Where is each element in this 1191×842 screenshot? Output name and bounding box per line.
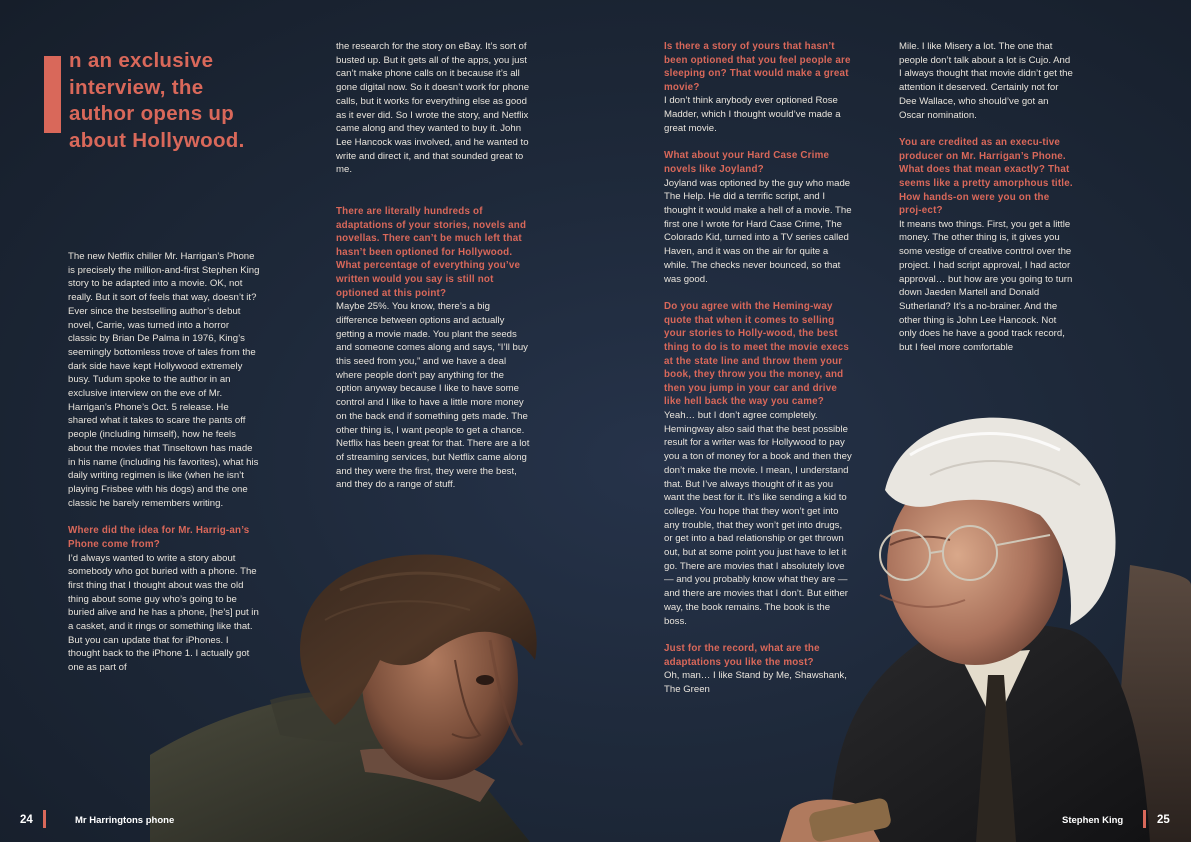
body-paragraph: Oh, man… I like Stand by Me, Shawshank, The Green [664, 670, 847, 696]
column-1 [68, 250, 260, 675]
paragraph-spacer [664, 628, 852, 642]
left-folio-bar [43, 810, 46, 828]
right-running-title: Stephen King [1062, 815, 1124, 826]
body-paragraph: Mile. I like Misery a lot. The one that people don’t talk about a lot is Cujo. And I always thought that movie didn’t get the attention it deserved. Certainly not for Dee Wallace, who should’ve got an Oscar nomination. [899, 41, 1073, 121]
body-paragraph: Maybe 25%. You know, there’s a big difference between options and actually getting a movie made. You plant the seeds and someone comes along and says, “I’ll buy this seed from you,” and we have a deal where people don’t pay anything for the option anyway because I like to have some control and I like to have a little more money on the back end if something gets made. The other thing is, I want people to get a chance. Netflix has been great for that. There are a lot of streaming services, but Netflix came along and they were the first, they were the best, and they do a range of stuff. [336, 301, 530, 491]
body-paragraph: It means two things. First, you get a little money. The other thing is, it gives you some vestige of creative control over the project. I had script approval, I had actor approval… but how are you going to turn down Jaeden Martell and Donald Sutherland? It’s a no-brainer. And the other thing is John Lee Hancock. Not only does he have a good track record, but I feel more comfortable [899, 218, 1073, 354]
column-3 [664, 40, 852, 697]
body-paragraph: Joyland was optioned by the guy who made The Help. He did a terrific script, and I thought it would make a hell of a movie. The first one I wrote for Hard Case Crime, The Colorado Kid, turned into a TV series called Haven, and it was on the air for quite a while. The checks never bounced, so that was good. [664, 177, 852, 285]
interview-question: Where did the idea for Mr. Harrig-an’s Phone come from? [68, 525, 250, 550]
body-paragraph: The new Netflix chiller Mr. Harrigan’s Phone is precisely the million-and-first Stephen King story to be adapted into a movie. OK, not really. But it sort of feels that way, doesn’t it? Ever since the bestselling author’s debut novel, Carrie, was turned into a horror classic by Brian De Palma in 1976, King’s seemingly bottomless trove of tales from the dark side have kept Hollywood extremely busy. Tudum spoke to the author in an exclusive interview on the eve of Mr. Harrigan’s Phone’s Oct. 5 release. He shared what it takes to scare the pants off people (including himself), how he feels about the movies that Tinseltown has made in his name (including his favorites), what his daily writing regimen is like (when he isn’t playing Frisbee with his dogs) and the one classic he barely remembers writing. [68, 251, 260, 509]
left-running-title: Mr Harringtons phone [75, 815, 175, 826]
interview-question: Do you agree with the Heming-way quote that when it comes to selling your stories to Holly-wood, the best thing to do is to meet the movie execs at the state line and throw them your book, they throw you the money, and then you jump in your car and drive like hell back the way you came? [664, 301, 850, 408]
paragraph-spacer [899, 122, 1075, 136]
interview-question: Just for the record, what are the adaptations you like the most? [664, 643, 820, 668]
paragraph-spacer [664, 286, 852, 300]
interview-question: You are credited as an execu-tive producer on Mr. Harrigan’s Phone. What does that mean exactly? That seems like a pretty amorphous title. How hands-on were you on the proj-ect? [899, 137, 1073, 217]
right-page-number: 25 [1157, 814, 1170, 826]
body-paragraph: I don’t think anybody ever optioned Rose Madder, which I thought would’ve made a great movie. [664, 95, 841, 134]
paragraph-spacer [336, 177, 530, 205]
paragraph-spacer [68, 510, 260, 524]
body-paragraph: I’d always wanted to write a story about somebody who got buried with a phone. The first thing that I thought about was the old thing about some guy who’s going to be buried alive and he has a phone, [he’s] put in a casket, and it rings or something like that. But you can update that for iPhones. I thought back to the iPhone 1. I actually got one as part of [68, 552, 259, 674]
column-2 [336, 40, 530, 492]
body-paragraph: Yeah… but I don’t agree completely. Hemingway also said that the best possible result for a writer was for Hollywood to pay you a ton of money for a book and then they don’t make the movie. I mean, I understand that. But I’ve always thought of it as you want the best for it. It’s like sending a kid to college. You hope that they won’t get into any trouble, that they won’t get into drugs, or get into a bad relationship or get thrown out, but at some point you just have to let it go. There are movies that I absolutely love — and you probably know what they are — and there are movies that I don’t. But either way, the book remains. The book is the boss. [664, 410, 852, 627]
pull-quote-bar [44, 56, 61, 133]
left-page-number: 24 [20, 814, 33, 826]
pull-quote: n an exclusive interview, the author opens up about Hollywood. [69, 49, 245, 153]
column-4 [899, 40, 1075, 355]
interview-question: There are literally hundreds of adaptations of your stories, novels and novellas. There can’t be much left that hasn’t been optioned for Hollywood. What percentage of everything you’ve written would you say is still not optioned at this point? [336, 206, 527, 299]
body-paragraph: the research for the story on eBay. It’s sort of busted up. But it gets all of the apps, you just can’t make phone calls on it because it’s all gone digital now. So it doesn’t work for phone calls, but it works for everything else as good as it ever did. So I wrote the story, and Netflix came along and they wanted to buy it. John Lee Hancock was involved, and he wanted to write and direct it, and that sounded great to me. [336, 41, 530, 176]
interview-question: What about your Hard Case Crime novels like Joyland? [664, 150, 830, 176]
right-folio-bar [1143, 810, 1146, 828]
interview-question: Is there a story of yours that hasn’t been optioned that you feel people are sleeping on? That would make a great movie? [664, 41, 851, 93]
paragraph-spacer [664, 135, 852, 149]
